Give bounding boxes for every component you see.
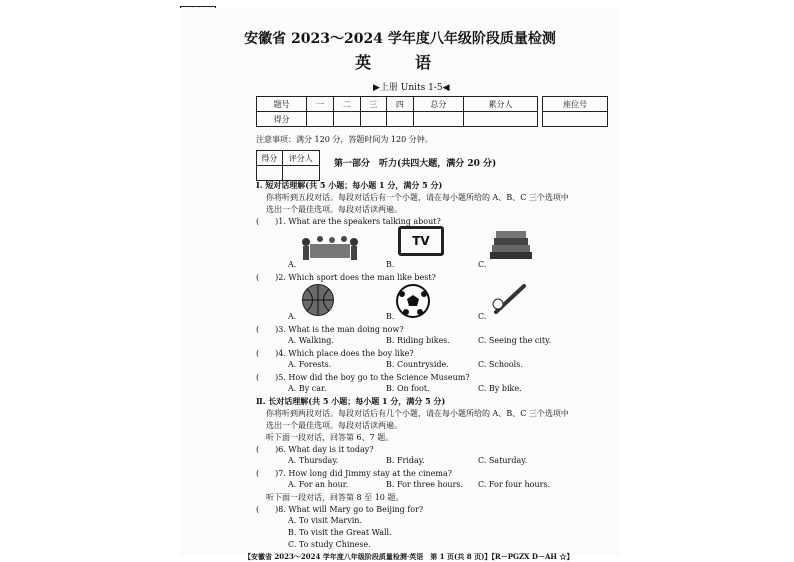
option-b: B. For three hours. — [386, 480, 464, 489]
score-input[interactable] — [333, 112, 360, 127]
option-c: C. To study Chinese. — [288, 540, 371, 549]
option-a: A. Thursday. — [288, 456, 339, 465]
option-b: B. — [386, 312, 395, 321]
section1-instr: 你将听到五段对话。每段对话后有一个小题，请在每小题所给的 A、B、C 三个选项中 — [266, 193, 569, 202]
page-footer: 【安徽省 2023～2024 学年度八年级阶段质量检测·英语 第 1 页(共 8 页)】【R－PGZX D－AH ☆】 — [244, 552, 574, 561]
part1-heading: 第一部分 听力(共四大题，满分 20 分) — [334, 159, 497, 169]
listen-instruction: 听下面一段对话，回答第 8 至 10 题。 — [266, 493, 404, 502]
option-a: A. For an hour. — [288, 480, 349, 489]
option-c: C. Seeing the city. — [478, 336, 552, 345]
score-input[interactable] — [464, 112, 538, 127]
option-a: A. By car. — [288, 384, 327, 393]
score-input[interactable] — [360, 112, 387, 127]
section1-instr: 选出一个最佳选项。每段对话读两遍。 — [266, 205, 402, 214]
section1-heading: Ⅰ. 短对话理解(共 5 小题；每小题 1 分，满分 5 分) — [256, 180, 443, 190]
score-input[interactable] — [387, 112, 414, 127]
option-b: B. — [386, 260, 395, 269]
score-input[interactable] — [257, 166, 283, 181]
units-label: ▶上册 Units 1-5◀ — [373, 83, 450, 93]
question-7: ( )7. How long did Jimmy stay at the cinema? — [256, 469, 453, 478]
seat-input[interactable] — [543, 112, 608, 127]
score-table — [256, 96, 538, 127]
option-b: B. To visit the Great Wall. — [288, 528, 392, 537]
score-cell: 累分人 — [464, 97, 538, 112]
score-cell: 评分人 — [282, 151, 320, 166]
baseball-bat-icon — [488, 282, 528, 316]
tv-icon: TV — [398, 226, 444, 256]
score-cell: 得分 — [257, 151, 283, 166]
question-2: ( )2. Which sport does the man like best? — [256, 273, 436, 282]
option-a: A. Forests. — [288, 360, 332, 369]
question-1: ( )1. What are the speakers talking about? — [256, 217, 441, 226]
section2-heading: Ⅱ. 长对话理解(共 5 小题；每小题 1 分，满分 5 分) — [256, 396, 446, 406]
score-input[interactable] — [307, 112, 334, 127]
option-c: C. For four hours. — [478, 480, 551, 489]
exam-page — [180, 8, 620, 561]
score-cell: 总分 — [413, 97, 463, 112]
exam-notes: 注意事项：满分 120 分，答题时间为 120 分钟。 — [256, 135, 433, 144]
listen-instruction: 听下面一段对话，回答第 6、7 题。 — [266, 433, 394, 442]
option-a: A. — [288, 260, 297, 269]
option-c: C. Schools. — [478, 360, 523, 369]
option-a: A. Walking. — [288, 336, 334, 345]
option-b: B. Riding bikes. — [386, 336, 450, 345]
score-cell: 得分 — [257, 112, 307, 127]
option-a: A. To visit Marvin. — [288, 516, 362, 525]
question-3: ( )3. What is the man doing now? — [256, 325, 404, 334]
option-c: C. — [478, 312, 487, 321]
score-cell: 一 — [307, 97, 334, 112]
section2-instr: 你将听到两段对话。每段对话后有几个小题，请在每小题所给的 A、B、C 三个选项中 — [266, 409, 569, 418]
score-input[interactable] — [282, 166, 320, 181]
option-b: B. On foot. — [386, 384, 430, 393]
part1-score-box — [256, 150, 320, 181]
score-cell: 三 — [360, 97, 387, 112]
option-b: B. Friday. — [386, 456, 425, 465]
question-8: ( )8. What will Mary go to Beijing for? — [256, 505, 424, 514]
seat-table — [542, 96, 608, 127]
option-a: A. — [288, 312, 297, 321]
option-b: B. Countryside. — [386, 360, 449, 369]
option-c: C. Saturday. — [478, 456, 528, 465]
score-cell: 题号 — [257, 97, 307, 112]
section2-instr: 选出一个最佳选项。每段对话读两遍。 — [266, 421, 402, 430]
soccer-ball-icon — [396, 284, 430, 318]
score-cell: 二 — [333, 97, 360, 112]
seat-label: 座位号 — [543, 97, 608, 112]
question-5: ( )5. How did the boy go to the Science Museum? — [256, 373, 470, 382]
score-cell: 四 — [387, 97, 414, 112]
option-c: C. By bike. — [478, 384, 522, 393]
question-6: ( )6. What day is it today? — [256, 445, 374, 454]
people-scene-icon — [300, 230, 360, 262]
score-input[interactable] — [413, 112, 463, 127]
books-icon — [488, 226, 534, 260]
option-c: C. — [478, 260, 487, 269]
exam-title: 安徽省 2023～2024 学年度八年级阶段质量检测 — [244, 31, 556, 47]
exam-subject: 英 语 — [354, 53, 445, 72]
basketball-icon — [302, 284, 334, 316]
question-4: ( )4. Which place does the boy like? — [256, 349, 414, 358]
